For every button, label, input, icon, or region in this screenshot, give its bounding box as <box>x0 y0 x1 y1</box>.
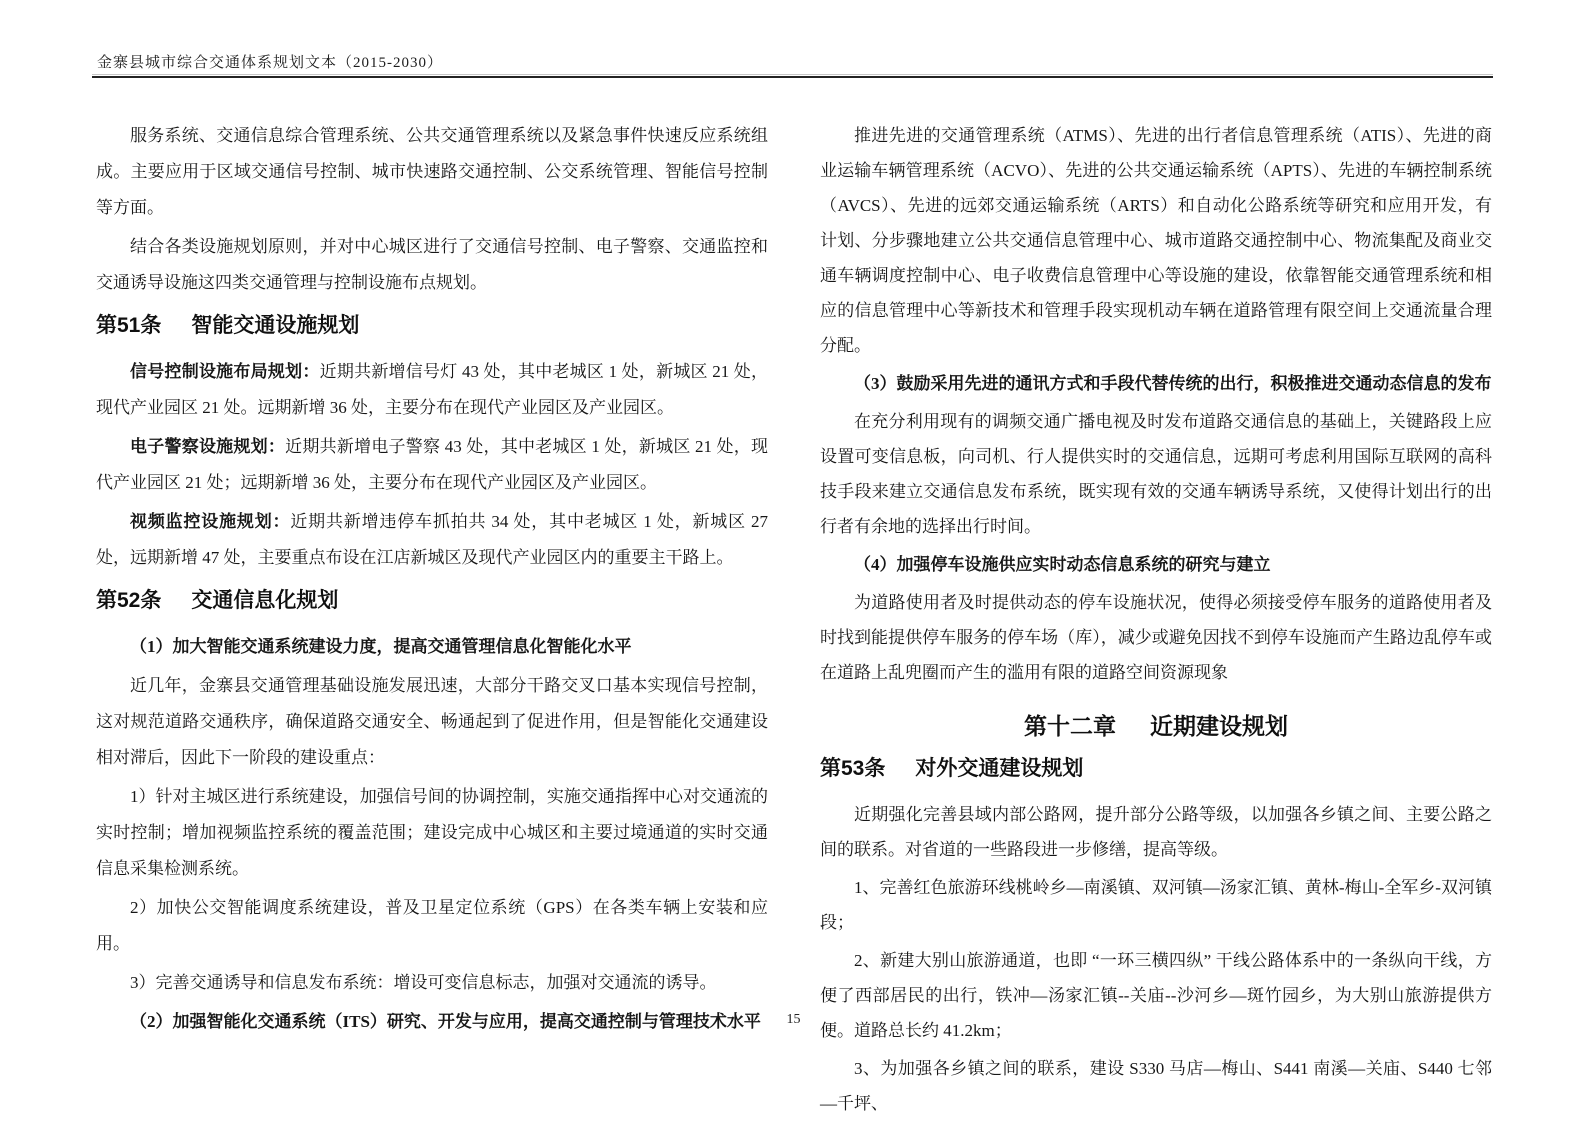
chapter-12-heading <box>820 710 1492 742</box>
article-number: 第51条 <box>96 314 162 337</box>
paragraph: 3）完善交通诱导和信息发布系统：增设可变信息标志，加强对交通流的诱导。 <box>130 973 717 992</box>
header-rule <box>92 74 1493 78</box>
sub-heading-1: （1）加大智能交通系统建设力度，提高交通管理信息化智能化水平 <box>130 637 632 656</box>
list-item: 2、新建大别山旅游通道，也即 “一环三横四纵” 干线公路体系中的一条纵向干线，方便了西部居民的出行，铁冲—汤家汇镇--关庙--沙河乡—斑竹园乡，为大别山旅游提供方便。道路总长约 41.2km； <box>820 951 1492 1040</box>
left-column <box>96 118 768 1043</box>
paragraph-lead: 视频监控设施规划： <box>130 512 291 531</box>
right-column <box>820 118 1492 1124</box>
paragraph: 2）加快公交智能调度系统建设，普及卫星定位系统（GPS）在各类车辆上安装和应用。 <box>96 898 768 953</box>
list-item: 1、完善红色旅游环线桃岭乡—南溪镇、双河镇—汤家汇镇、黄林-梅山-全军乡-双河镇段； <box>820 878 1492 932</box>
paragraph: 1）针对主城区进行系统建设，加强信号间的协调控制，实施交通指挥中心对交通流的实时控制；增加视频监控系统的覆盖范围；建设完成中心城区和主要过境通道的实时交通信息采集检测系统。 <box>96 787 768 878</box>
article-title: 智能交通设施规划 <box>191 314 360 337</box>
paragraph <box>96 429 768 501</box>
article-number: 第52条 <box>96 589 162 612</box>
paragraph: 服务系统、交通信息综合管理系统、公共交通管理系统以及紧急事件快速反应系统组成。主要应用于区域交通信号控制、城市快速路交通控制、公交系统管理、智能信号控制等方面。 <box>96 126 768 217</box>
paragraph-text: 近期共新增违停车抓拍共 34 处，其中老城区 1 处，新城区 27 处，远期新增 47 处，主要重点布设在江店新城区及现代产业园区内的重要主干路上。 <box>96 512 769 567</box>
paragraph-text: 近期共新增电子警察 43 处，其中老城区 1 处，新城区 21 处，现代产业园区 21 处；远期新增 36 处，主要分布在现代产业园区及产业园区。 <box>96 437 769 492</box>
two-column-body <box>96 118 1492 1124</box>
paragraph: 近几年，金寨县交通管理基础设施发展迅速，大部分干路交叉口基本实现信号控制，这对规范道路交通秩序，确保道路交通安全、畅通起到了促进作用，但是智能化交通建设相对滞后，因此下一阶段的建设重点： <box>96 676 768 767</box>
paragraph <box>96 354 768 426</box>
paragraph: 推进先进的交通管理系统（ATMS）、先进的出行者信息管理系统（ATIS）、先进的商业运输车辆管理系统（ACVO）、先进的公共交通运输系统（APTS）、先进的车辆控制系统（AVCS）、先进的远郊交通运输系统（ARTS）和自动化公路系统等研究和应用开发，有计划、分步骤地建立公共交通信息管理中心、城市道路交通控制中心、物流集配及商业交通车辆调度控制中心、电子收费信息管理中心等设施的建设，依靠智能交通管理系统和相应的信息管理中心等新技术和管理手段实现机动车辆在道路管理有限空间上交通流量合理分配。 <box>820 126 1492 355</box>
paragraph <box>96 504 768 576</box>
article-52-heading <box>96 586 768 616</box>
sub-heading-3: （3）鼓励采用先进的通讯方式和手段代替传统的出行，积极推进交通动态信息的发布 <box>854 374 1492 393</box>
paragraph: 为道路使用者及时提供动态的停车设施状况，使得必须接受停车服务的道路使用者及时找到能提供停车服务的停车场（库），减少或避免因找不到停车设施而产生路边乱停车或在道路上乱兜圈而产生的滥用有限的道路空间资源现象 <box>820 593 1492 682</box>
article-51-heading <box>96 311 768 341</box>
paragraph: 近期强化完善县域内部公路网，提升部分公路等级，以加强各乡镇之间、主要公路之间的联系。对省道的一些路段进一步修缮，提高等级。 <box>820 805 1492 859</box>
paragraph: 结合各类设施规划原则，并对中心城区进行了交通信号控制、电子警察、交通监控和交通诱导设施这四类交通管理与控制设施布点规划。 <box>96 237 768 292</box>
page-header-title: 金寨县城市综合交通体系规划文本（2015-2030） <box>97 55 443 71</box>
paragraph-text: 近期共新增信号灯 43 处，其中老城区 1 处，新城区 21 处，现代产业园区 21 处。远期新增 36 处，主要分布在现代产业园区及产业园区。 <box>96 362 769 417</box>
article-title: 交通信息化规划 <box>191 589 339 612</box>
article-53-heading <box>820 754 1492 784</box>
page-number: 15 <box>786 1012 801 1027</box>
list-item: 3、为加强各乡镇之间的联系，建设 S330 马店—梅山、S441 南溪—关庙、S440 七邻—千坪、 <box>820 1059 1492 1113</box>
sub-heading-2: （2）加强智能化交通系统（ITS）研究、开发与应用，提高交通控制与管理技术水平 <box>130 1012 761 1031</box>
chapter-number: 第十二章 <box>1024 713 1116 739</box>
sub-heading-4: （4）加强停车设施供应实时动态信息系统的研究与建立 <box>854 555 1271 574</box>
chapter-title: 近期建设规划 <box>1150 713 1288 739</box>
article-number: 第53条 <box>820 757 886 780</box>
paragraph: 在充分利用现有的调频交通广播电视及时发布道路交通信息的基础上，关键路段上应设置可变信息板，向司机、行人提供实时的交通信息，远期可考虑利用国际互联网的高科技手段来建立交通信息发布系统，既实现有效的交通车辆诱导系统，又使得计划出行的出行者有余地的选择出行时间。 <box>820 412 1492 536</box>
paragraph-lead: 电子警察设施规划： <box>130 437 286 456</box>
article-title: 对外交通建设规划 <box>915 757 1084 780</box>
paragraph-lead: 信号控制设施布局规划： <box>130 362 320 381</box>
